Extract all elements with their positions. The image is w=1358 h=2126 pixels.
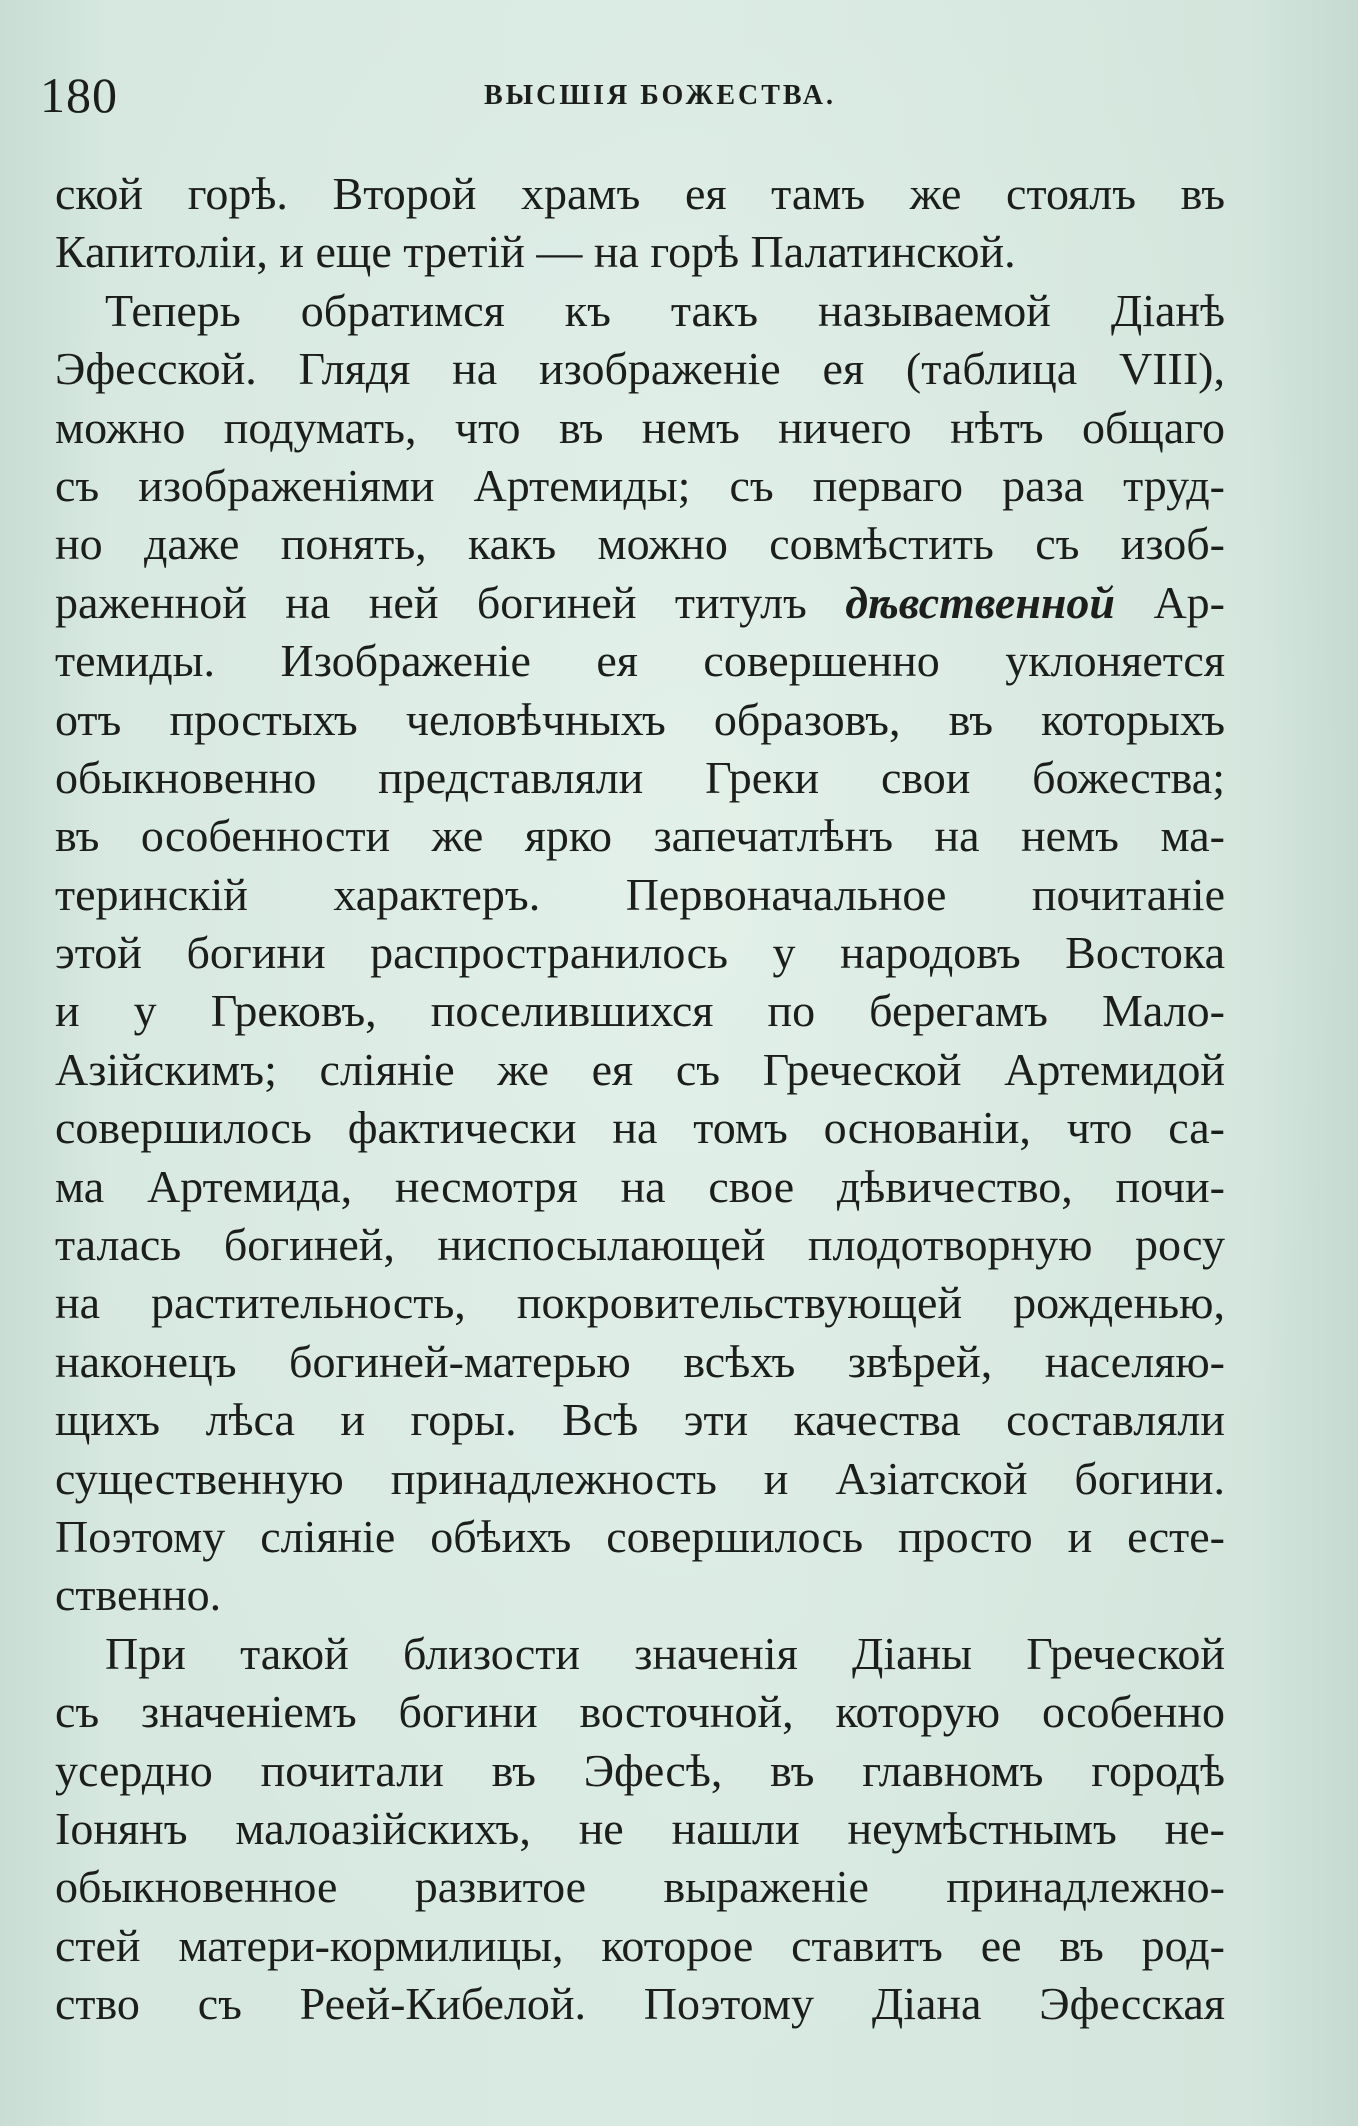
text-line: можно подумать, что въ немъ ничего нѣтъ общаго xyxy=(55,401,1225,453)
paragraph-first-line: Теперь обратимся къ такъ называемой Діанѣ xyxy=(105,284,1225,336)
text-line: съ изображеніями Артемиды; съ перваго раза труд- xyxy=(55,459,1225,511)
text-line: этой богини распространилось у народовъ Востока xyxy=(55,927,1225,979)
text-line: на растительность, покровительствующей рожденью, xyxy=(55,1277,1225,1329)
text-line: и у Грековъ, поселившихся по берегамъ Мало- xyxy=(55,985,1225,1037)
text-line: отъ простыхъ человѣчныхъ образовъ, въ которыхъ xyxy=(55,693,1225,745)
page-number: 180 xyxy=(40,67,118,123)
text-line: обыкновенное развитое выраженіе принадлежно- xyxy=(55,1861,1225,1913)
text-line: Іонянъ малоазійскихъ, не нашли неумѣстнымъ не- xyxy=(55,1802,1225,1854)
text-line: талась богиней, ниспосылающей плодотворную росу xyxy=(55,1219,1225,1271)
body-text xyxy=(55,165,1225,2034)
text-line-with-italic xyxy=(55,574,1225,632)
text-line: но даже понять, какъ можно совмѣстить съ изоб- xyxy=(55,518,1225,570)
text-line: съ значеніемъ богини восточной, которую особенно xyxy=(55,1686,1225,1738)
text-line: наконецъ богиней-матерью всѣхъ звѣрей, населяю- xyxy=(55,1335,1225,1387)
text-line: совершилось фактически на томъ основаніи, что са- xyxy=(55,1102,1225,1154)
text-line: теринскій характеръ. Первоначальное почитаніе xyxy=(55,868,1225,920)
paragraph-first-line: При такой близости значенія Діаны Греческой xyxy=(105,1627,1225,1679)
text-line: Азійскимъ; сліяніе же ея съ Греческой Артемидой xyxy=(55,1043,1225,1095)
text-line: усердно почитали въ Эфесѣ, въ главномъ городѣ xyxy=(55,1744,1225,1796)
text-line: темиды. Изображеніе ея совершенно уклоняется xyxy=(55,635,1225,687)
text-fragment: Ар- xyxy=(1153,576,1225,628)
text-line: стей матери-кормилицы, которое ставитъ ее въ род- xyxy=(55,1919,1225,1971)
text-line: существенную принадлежность и Азіатской богини. xyxy=(55,1452,1225,1504)
italic-word: дѣвственной xyxy=(845,576,1115,628)
text-fragment: раженной на ней богиней титулъ xyxy=(55,576,807,628)
text-line: ма Артемида, несмотря на свое дѣвичество, почи- xyxy=(55,1160,1225,1212)
page-header xyxy=(40,58,1280,128)
text-line: Капитоліи, и еще третій — на горѣ Палатинской. xyxy=(55,226,1016,278)
text-line: Эфесской. Глядя на изображеніе ея (таблица VIII), xyxy=(55,343,1225,395)
text-line: Поэтому сліяніе обѣихъ совершилось просто и есте- xyxy=(55,1510,1225,1562)
text-line: ственно. xyxy=(55,1569,222,1621)
text-line: ской горѣ. Второй храмъ ея тамъ же стоялъ въ xyxy=(55,168,1225,219)
running-title: ВЫСШІЯ БОЖЕСТВА. xyxy=(483,80,837,111)
text-line: въ особенности же ярко запечатлѣнъ на немъ ма- xyxy=(55,810,1225,862)
text-line: обыкновенно представляли Греки свои божества; xyxy=(55,751,1225,803)
text-line: ство съ Реей-Кибелой. Поэтому Діана Эфесская xyxy=(55,1978,1225,2030)
text-line: щихъ лѣса и горы. Всѣ эти качества составляли xyxy=(55,1394,1225,1446)
